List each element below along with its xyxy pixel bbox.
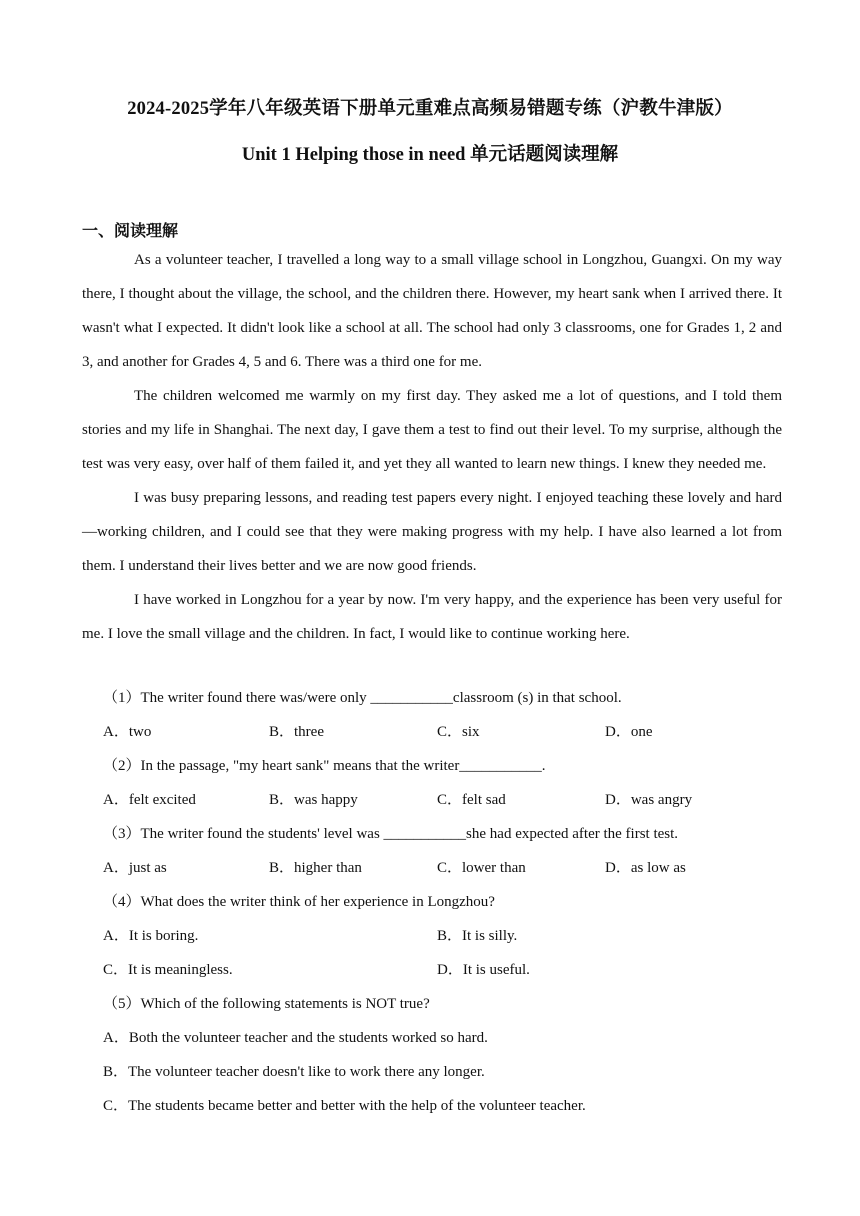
- question-1-option-b[interactable]: B．three: [269, 724, 324, 740]
- question-3-option-d[interactable]: D．as low as: [605, 860, 686, 876]
- passage-paragraph: The children welcomed me warmly on my first day. They asked me a lot of questions, and I told them stories and my life in Shanghai. The next day, I gave them a test to find out their level. To my surprise, although the test was very easy, over half of them failed it, and yet they all wanted to learn new things. I knew they needed me.: [82, 388, 782, 472]
- question-3-stem: （3）The writer found the students' level was ___________she had expected after the first test.: [103, 826, 679, 842]
- passage-paragraph: I have worked in Longzhou for a year by now. I'm very happy, and the experience has been very useful for me. I love the small village and the children. In fact, I would like to continue working here.: [82, 592, 782, 642]
- question-5-option-b[interactable]: B．The volunteer teacher doesn't like to work there any longer.: [103, 1064, 485, 1080]
- question-2-option-a[interactable]: A．felt excited: [103, 792, 196, 808]
- question-4-option-b[interactable]: B．It is silly.: [437, 928, 518, 944]
- question-2-option-b[interactable]: B．was happy: [269, 792, 358, 808]
- question-3-option-b[interactable]: B．higher than: [269, 860, 362, 876]
- question-2-option-c[interactable]: C．felt sad: [437, 792, 506, 808]
- document-title: 2024-2025学年八年级英语下册单元重难点高频易错题专练（沪教牛津版）: [127, 99, 733, 119]
- question-1-option-c[interactable]: C．six: [437, 724, 480, 740]
- question-5-option-c[interactable]: C．The students became better and better with the help of the volunteer teacher.: [103, 1098, 586, 1114]
- question-3-option-c[interactable]: C．lower than: [437, 860, 526, 876]
- passage-paragraph: I was busy preparing lessons, and reading test papers every night. I enjoyed teaching these lovely and hard—working children, and I could see that they were making progress with my help. I have also learned a lot from them. I understand their lives better and we are now good friends.: [82, 490, 782, 574]
- question-2-stem: （2）In the passage, "my heart sank" means that the writer___________.: [103, 758, 546, 774]
- question-4-stem: （4）What does the writer think of her experience in Longzhou?: [103, 894, 495, 910]
- reading-passage: [82, 243, 782, 651]
- question-4-option-d[interactable]: D．It is useful.: [437, 962, 530, 978]
- passage-paragraph: As a volunteer teacher, I travelled a long way to a small village school in Longzhou, Guangxi. On my way there, I thought about the village, the school, and the children there. However, my heart sank when I arrived there. It wasn't what I expected. It didn't look like a school at all. The school had only 3 classrooms, one for Grades 1, 2 and 3, and another for Grades 4, 5 and 6. There was a third one for me.: [82, 252, 782, 370]
- question-1-option-a[interactable]: A．two: [103, 724, 152, 740]
- question-5-option-a[interactable]: A．Both the volunteer teacher and the students worked so hard.: [103, 1030, 488, 1046]
- document-subtitle: Unit 1 Helping those in need 单元话题阅读理解: [241, 145, 619, 165]
- question-4-option-a[interactable]: A．It is boring.: [103, 928, 199, 944]
- question-4-option-c[interactable]: C．It is meaningless.: [103, 962, 233, 978]
- question-2-option-d[interactable]: D．was angry: [605, 792, 693, 808]
- question-1-option-d[interactable]: D．one: [605, 724, 653, 740]
- question-1-stem: （1）The writer found there was/were only ___________classroom (s) in that school.: [103, 690, 622, 706]
- question-5-stem: （5）Which of the following statements is NOT true?: [103, 996, 430, 1012]
- question-3-option-a[interactable]: A．just as: [103, 860, 167, 876]
- section-heading: 一、阅读理解: [82, 221, 179, 240]
